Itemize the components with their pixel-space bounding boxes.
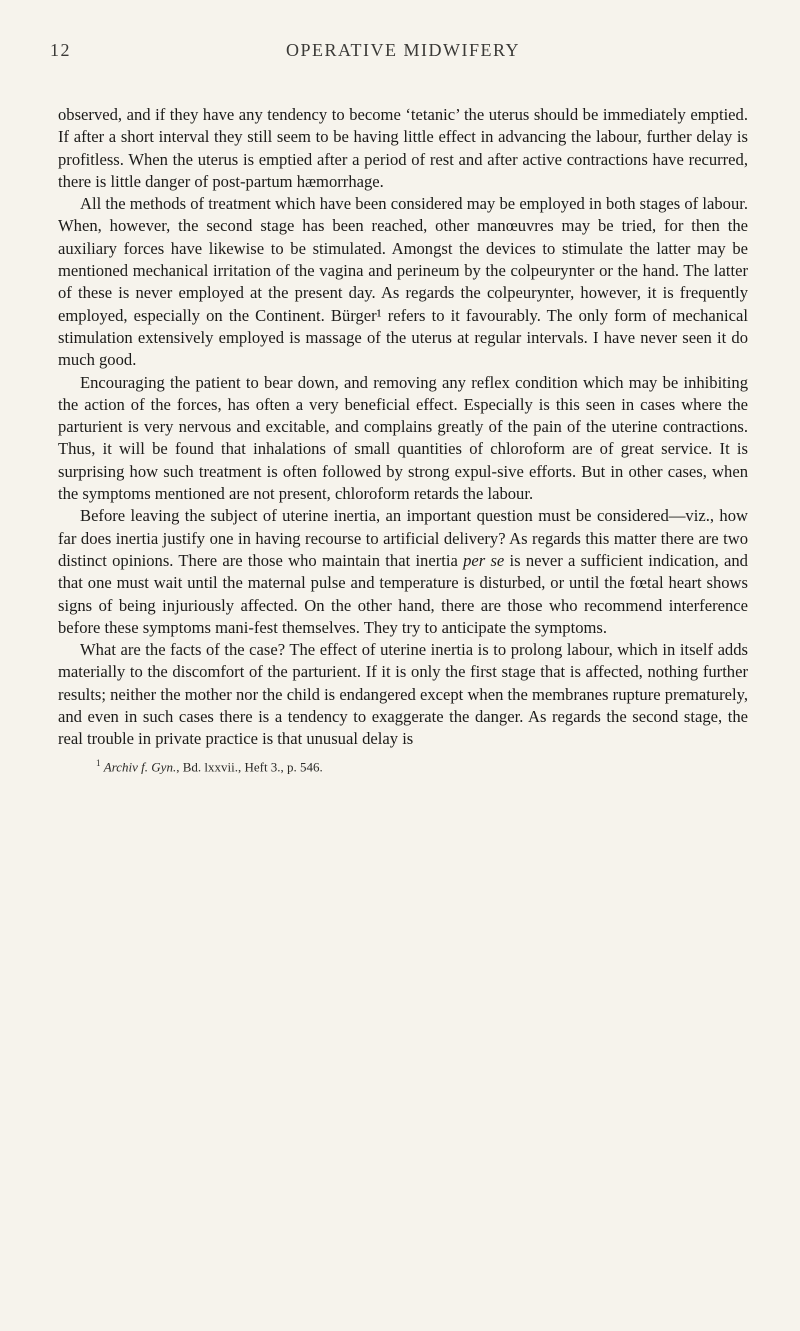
footnote-marker: 1 bbox=[96, 757, 101, 768]
book-page bbox=[50, 40, 748, 775]
paragraph: What are the facts of the case? The effect of uterine inertia is to prolong labour, which in itself adds materially to the discomfort of the parturient. If it is only the first stage that is affected, nothing further results; neither the mother nor the child is endangered except when the membranes rupture prematurely, and even in such cases there is a tendency to exaggerate the danger. As regards the second stage, the real trouble in private practice is that unusual delay is bbox=[58, 640, 748, 749]
footnote-source: Archiv f. Gyn. bbox=[103, 758, 177, 774]
paragraph: All the methods of treatment which have been considered may be employed in both stages of labour. When, however, the second stage has been reached, other manœuvres may be tried, for then the auxiliary forces have likewise to be stimulated. Amongst the devices to stimulate the latter may be mentioned mechanical irritation of the vagina and perineum by the colpeurynter or the hand. The latter of these is never employed at the present day. As regards the colpeurynter, however, it is frequently employed, especially on the Continent. Bürger¹ refers to it favourably. The only form of mechanical stimulation extensively employed is massage of the uterus at regular intervals. I have never seen it do much good. bbox=[58, 194, 748, 370]
running-title: OPERATIVE MIDWIFERY bbox=[286, 40, 520, 60]
paragraph: Encouraging the patient to bear down, and removing any reflex condition which may be inhibiting the action of the forces, has often a very beneficial effect. Especially is this seen in cases where the parturient is very nervous and excitable, and complains greatly of the pain of the uterine contractions. Thus, it will be found that inhalations of small quantities of chloroform are of great service. It is surprising how such treatment is often followed by strong expul-sive efforts. But in other cases, when the symptoms mentioned are not present, chloroform retards the labour. bbox=[58, 372, 748, 504]
paragraph: Before leaving the subject of uterine inertia, an important question must be considered—viz., how far does inertia justify one in having recourse to artificial delivery? As regards this matter there are two distinct opinions. There are those who maintain that inertia per se is never a sufficient indication, and that one must wait until the maternal pulse and temperature is disturbed, or until the fœtal heart shows signs of being injuriously affected. On the other hand, there are those who recommend interference before these symptoms mani-fest themselves. They try to anticipate the symptoms. bbox=[58, 506, 748, 637]
footnote-reference: , Bd. lxxvii., Heft 3., p. 546. bbox=[176, 758, 323, 774]
emphasis: per se bbox=[463, 550, 505, 570]
running-head bbox=[50, 40, 748, 70]
body-text bbox=[58, 104, 748, 751]
page-number: 12 bbox=[50, 40, 71, 60]
footnote bbox=[58, 755, 748, 775]
paragraph: observed, and if they have any tendency to become ‘tetanic’ the uterus should be immediately emptied. If after a short interval they still seem to be having little effect in advancing the labour, further delay is profitless. When the uterus is emptied after a period of rest and after active contractions have recurred, there is little danger of post-partum hæmorrhage. bbox=[58, 105, 748, 191]
